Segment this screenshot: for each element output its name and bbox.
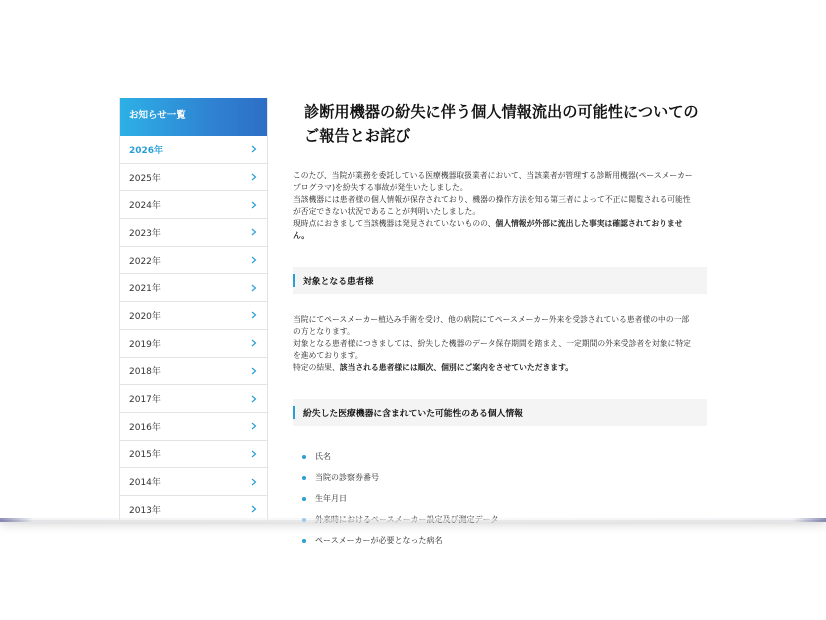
sidebar-item-label: 2013年	[129, 505, 161, 516]
sidebar-item-year[interactable]	[120, 136, 267, 164]
bullet-dot-icon	[302, 476, 306, 480]
patients-text-normal: 特定の結果、	[293, 363, 340, 372]
sidebar-item-year[interactable]	[120, 247, 267, 275]
chevron-right-icon	[249, 366, 259, 376]
sidebar-item-label: 2015年	[129, 450, 161, 461]
list-item-text: 生年月日	[315, 494, 347, 503]
chevron-right-icon	[249, 310, 259, 320]
patients-text	[293, 314, 707, 374]
window-bottom-edge	[0, 518, 826, 522]
article	[293, 100, 707, 551]
patients-line: を進めております。	[293, 351, 363, 360]
sidebar-item-year[interactable]	[120, 330, 267, 358]
intro-line: が否定できない状況であることが判明いたしました。	[293, 207, 481, 216]
chevron-right-icon	[249, 227, 259, 237]
intro-line: このたび、当院が業務を委託している医療機器取扱業者において、当該業者が管理する診断用機器(ペースメーカー	[293, 171, 693, 180]
sidebar-item-label: 2016年	[129, 422, 161, 433]
sidebar-item-label: 2024年	[129, 201, 161, 212]
sidebar-item-year[interactable]	[120, 441, 267, 469]
intro-line	[293, 218, 707, 230]
sidebar-item-label: 2014年	[129, 478, 161, 489]
chevron-right-icon	[249, 394, 259, 404]
sidebar-item-year[interactable]	[120, 468, 267, 496]
list-item-text: ペースメーカーが必要となった病名	[315, 536, 443, 545]
list-item	[293, 488, 707, 509]
bullet-dot-icon	[302, 539, 306, 543]
sidebar-item-label: 2026年	[129, 145, 164, 156]
intro-line: プログラマ)を紛失する事故が発生いたしました。	[293, 183, 468, 192]
patients-line: の方となります。	[293, 327, 355, 336]
news-sidebar	[119, 98, 268, 524]
section-heading-text: 紛失した医療機器に含まれていた可能性のある個人情報	[303, 409, 523, 419]
year-list	[120, 136, 267, 524]
intro-text	[293, 170, 707, 242]
chevron-right-icon	[249, 421, 259, 431]
list-item	[293, 446, 707, 467]
chevron-right-icon	[249, 449, 259, 459]
list-item-text: 氏名	[315, 452, 331, 461]
sidebar-item-label: 2023年	[129, 228, 161, 239]
chevron-right-icon	[249, 255, 259, 265]
chevron-right-icon	[249, 504, 259, 514]
sidebar-item-year[interactable]	[120, 413, 267, 441]
bullet-dot-icon	[302, 455, 306, 459]
sidebar-item-year[interactable]	[120, 302, 267, 330]
sidebar-item-year[interactable]	[120, 385, 267, 413]
sidebar-item-label: 2020年	[129, 311, 161, 322]
list-item	[293, 467, 707, 488]
patients-text-bold: 該当される患者様には順次、個別にご案内をさせていただきます。	[339, 363, 574, 372]
intro-text-normal: 現時点におきまして当該機器は発見されていないものの、	[293, 219, 496, 228]
sidebar-item-year[interactable]	[120, 358, 267, 386]
bullet-dot-icon	[302, 497, 306, 501]
page-title-line1: 診断用機器の紛失に伴う個人情報流出の可能性についての	[304, 103, 699, 121]
personal-info-list	[293, 446, 707, 551]
sidebar-item-label: 2021年	[129, 284, 161, 295]
patients-line	[293, 362, 707, 374]
chevron-right-icon	[249, 144, 259, 154]
list-item-text: 当院の診察券番号	[315, 473, 379, 482]
page-title-line2: ご報告とお詫び	[304, 127, 411, 145]
patients-line: 対象となる患者様につきましては、紛失した機器のデータ保存期間を踏まえ、一定期間の外来受診者を対象に特定	[293, 339, 691, 348]
chevron-right-icon	[249, 172, 259, 182]
sidebar-item-label: 2025年	[129, 173, 161, 184]
sidebar-item-year[interactable]	[120, 219, 267, 247]
intro-text-bold: 個人情報が外部に流出した事実は確認されておりませ	[495, 219, 683, 228]
sidebar-header: お知らせ一覧	[120, 98, 267, 136]
section-heading-text: 対象となる患者様	[303, 277, 374, 287]
heading-accent-bar	[293, 274, 295, 287]
patients-line: 当院にてペースメーカー植込み手術を受け、他の病院にてペースメーカー外来を受診されている患者様の中の一部	[293, 315, 690, 324]
sidebar-item-label: 2018年	[129, 367, 161, 378]
chevron-right-icon	[249, 477, 259, 487]
sidebar-item-label: 2017年	[129, 395, 161, 406]
chevron-right-icon	[249, 283, 259, 293]
chevron-right-icon	[249, 338, 259, 348]
section-heading-personal-info	[293, 399, 707, 426]
list-item	[293, 530, 707, 551]
sidebar-item-label: 2022年	[129, 256, 161, 267]
page-title	[304, 100, 707, 148]
chevron-right-icon	[249, 200, 259, 210]
sidebar-item-year[interactable]	[120, 274, 267, 302]
intro-line: ん。	[293, 231, 310, 240]
sidebar-item-year[interactable]	[120, 191, 267, 219]
sidebar-item-label: 2019年	[129, 339, 161, 350]
sidebar-item-year[interactable]	[120, 164, 267, 192]
intro-line: 当該機器には患者様の個人情報が保存されており、機器の操作方法を知る第三者によって不正に閲覧される可能性	[293, 195, 691, 204]
section-heading-patients	[293, 267, 707, 294]
heading-accent-bar	[293, 406, 295, 419]
